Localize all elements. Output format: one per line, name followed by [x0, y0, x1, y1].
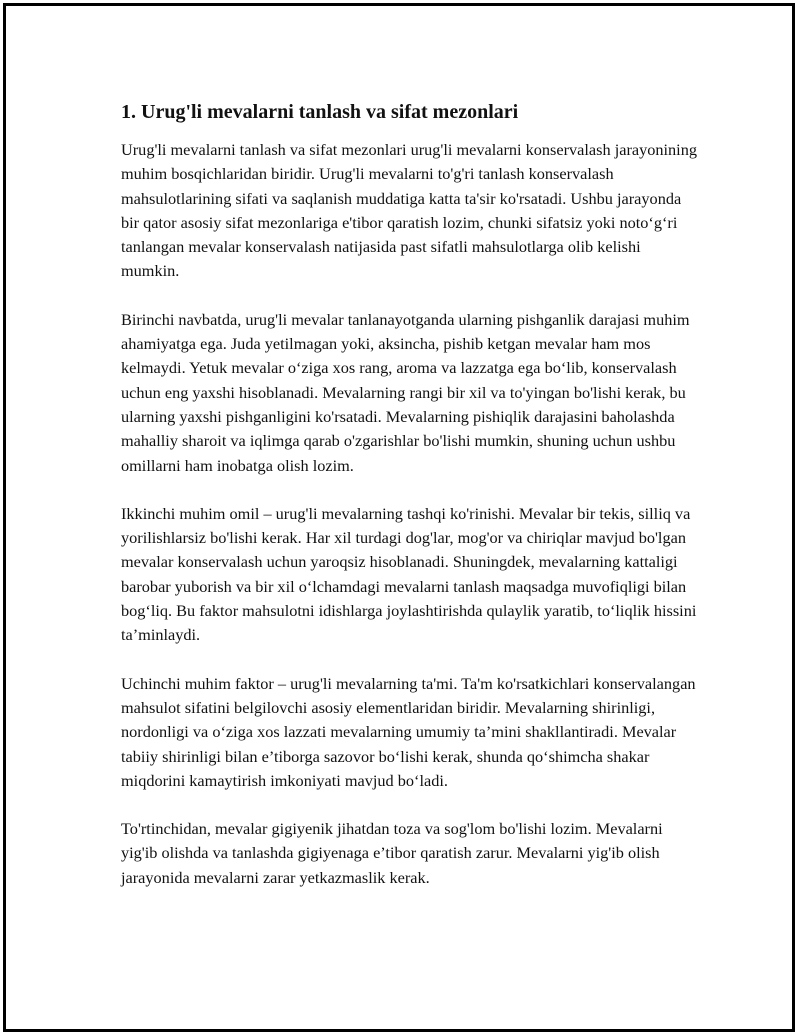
document-body — [121, 96, 701, 914]
page-frame — [3, 3, 795, 1032]
paragraph-intro: Urug'li mevalarni tanlash va sifat mezonlari urug'li mevalarni konservalash jarayonining muhim bosqichlaridan biridir. Urug'li mevalarni to'g'ri tanlash konservalash mahsulotlarining sifati va saqlanish muddatiga katta ta'sir ko'rsatadi. Ushbu jarayonda bir qator asosiy sifat mezonlariga e'tibor qaratish lozim, chunki sifatsiz yoki noto‘g‘ri tanlangan mevalar konservalash natijasida past sifatli mahsulotlarga olib kelishi mumkin. — [121, 140, 697, 281]
paragraph-appearance: Ikkinchi muhim omil – urug'li mevalarning tashqi ko'rinishi. Mevalar bir tekis, silliq va yorilishlarsiz bo'lishi kerak. Har xil turdagi dog'lar, mog'or va chiriqlar mavjud bo'lgan mevalar konservalash uchun yaroqsiz hisoblanadi. Shuningdek, mevalarning kattaligi barobar yuborish va bir xil o‘lchamdagi mevalarni tanlash maqsadga muvofiqligi bilan bog‘liq. Bu faktor mahsulotni idishlarga joylashtirishda qulaylik yaratib, to‘liqlik hissini ta’minlaydi. — [121, 503, 697, 645]
paragraph-hygiene: To'rtinchidan, mevalar gigiyenik jihatdan toza va sog'lom bo'lishi lozim. Mevalarni yig'ib olishda va tanlashda gigiyenaga e’tibor qaratish zarur. Mevalarni yig'ib olish jarayonida mevalarni zarar yetkazmaslik kerak. — [121, 819, 663, 887]
paragraph-ripeness: Birinchi navbatda, urug'li mevalar tanlanayotganda ularning pishganlik darajasi muhim ahamiyatga ega. Juda yetilmagan yoki, aksincha, pishib ketgan mevalar ham mos kelmaydi. Yetuk mevalar o‘ziga xos rang, aroma va lazzatga ega bo‘lib, konservalash uchun eng yaxshi hisoblanadi. Mevalarning rangi bir xil va to'yingan bo'lishi kerak, bu ularning yaxshi pishganligini ko'rsatadi. Mevalarning pishiqlik darajasini baholashda mahalliy sharoit va iqlimga qarab o'zgarishlar bo'lishi mumkin, shuning uchun ushbu omillarni ham inobatga olish lozim. — [121, 309, 690, 475]
paragraph-taste: Uchinchi muhim faktor – urug'li mevalarning ta'mi. Ta'm ko'rsatkichlari konservalangan mahsulot sifatini belgilovchi asosiy elementlaridan biridir. Mevalarning shirinligi, nordonligi va o‘ziga xos lazzati mevalarning umumiy ta’mini shakllantiradi. Mevalar tabiiy shirinligi bilan e’tiborga sazovor bo‘lishi kerak, shunda qo‘shimcha shakar miqdorini kamaytirish imkoniyati mavjud bo‘ladi. — [121, 673, 696, 790]
section-heading: 1. Urug'li mevalarni tanlash va sifat mezonlari — [121, 101, 519, 123]
